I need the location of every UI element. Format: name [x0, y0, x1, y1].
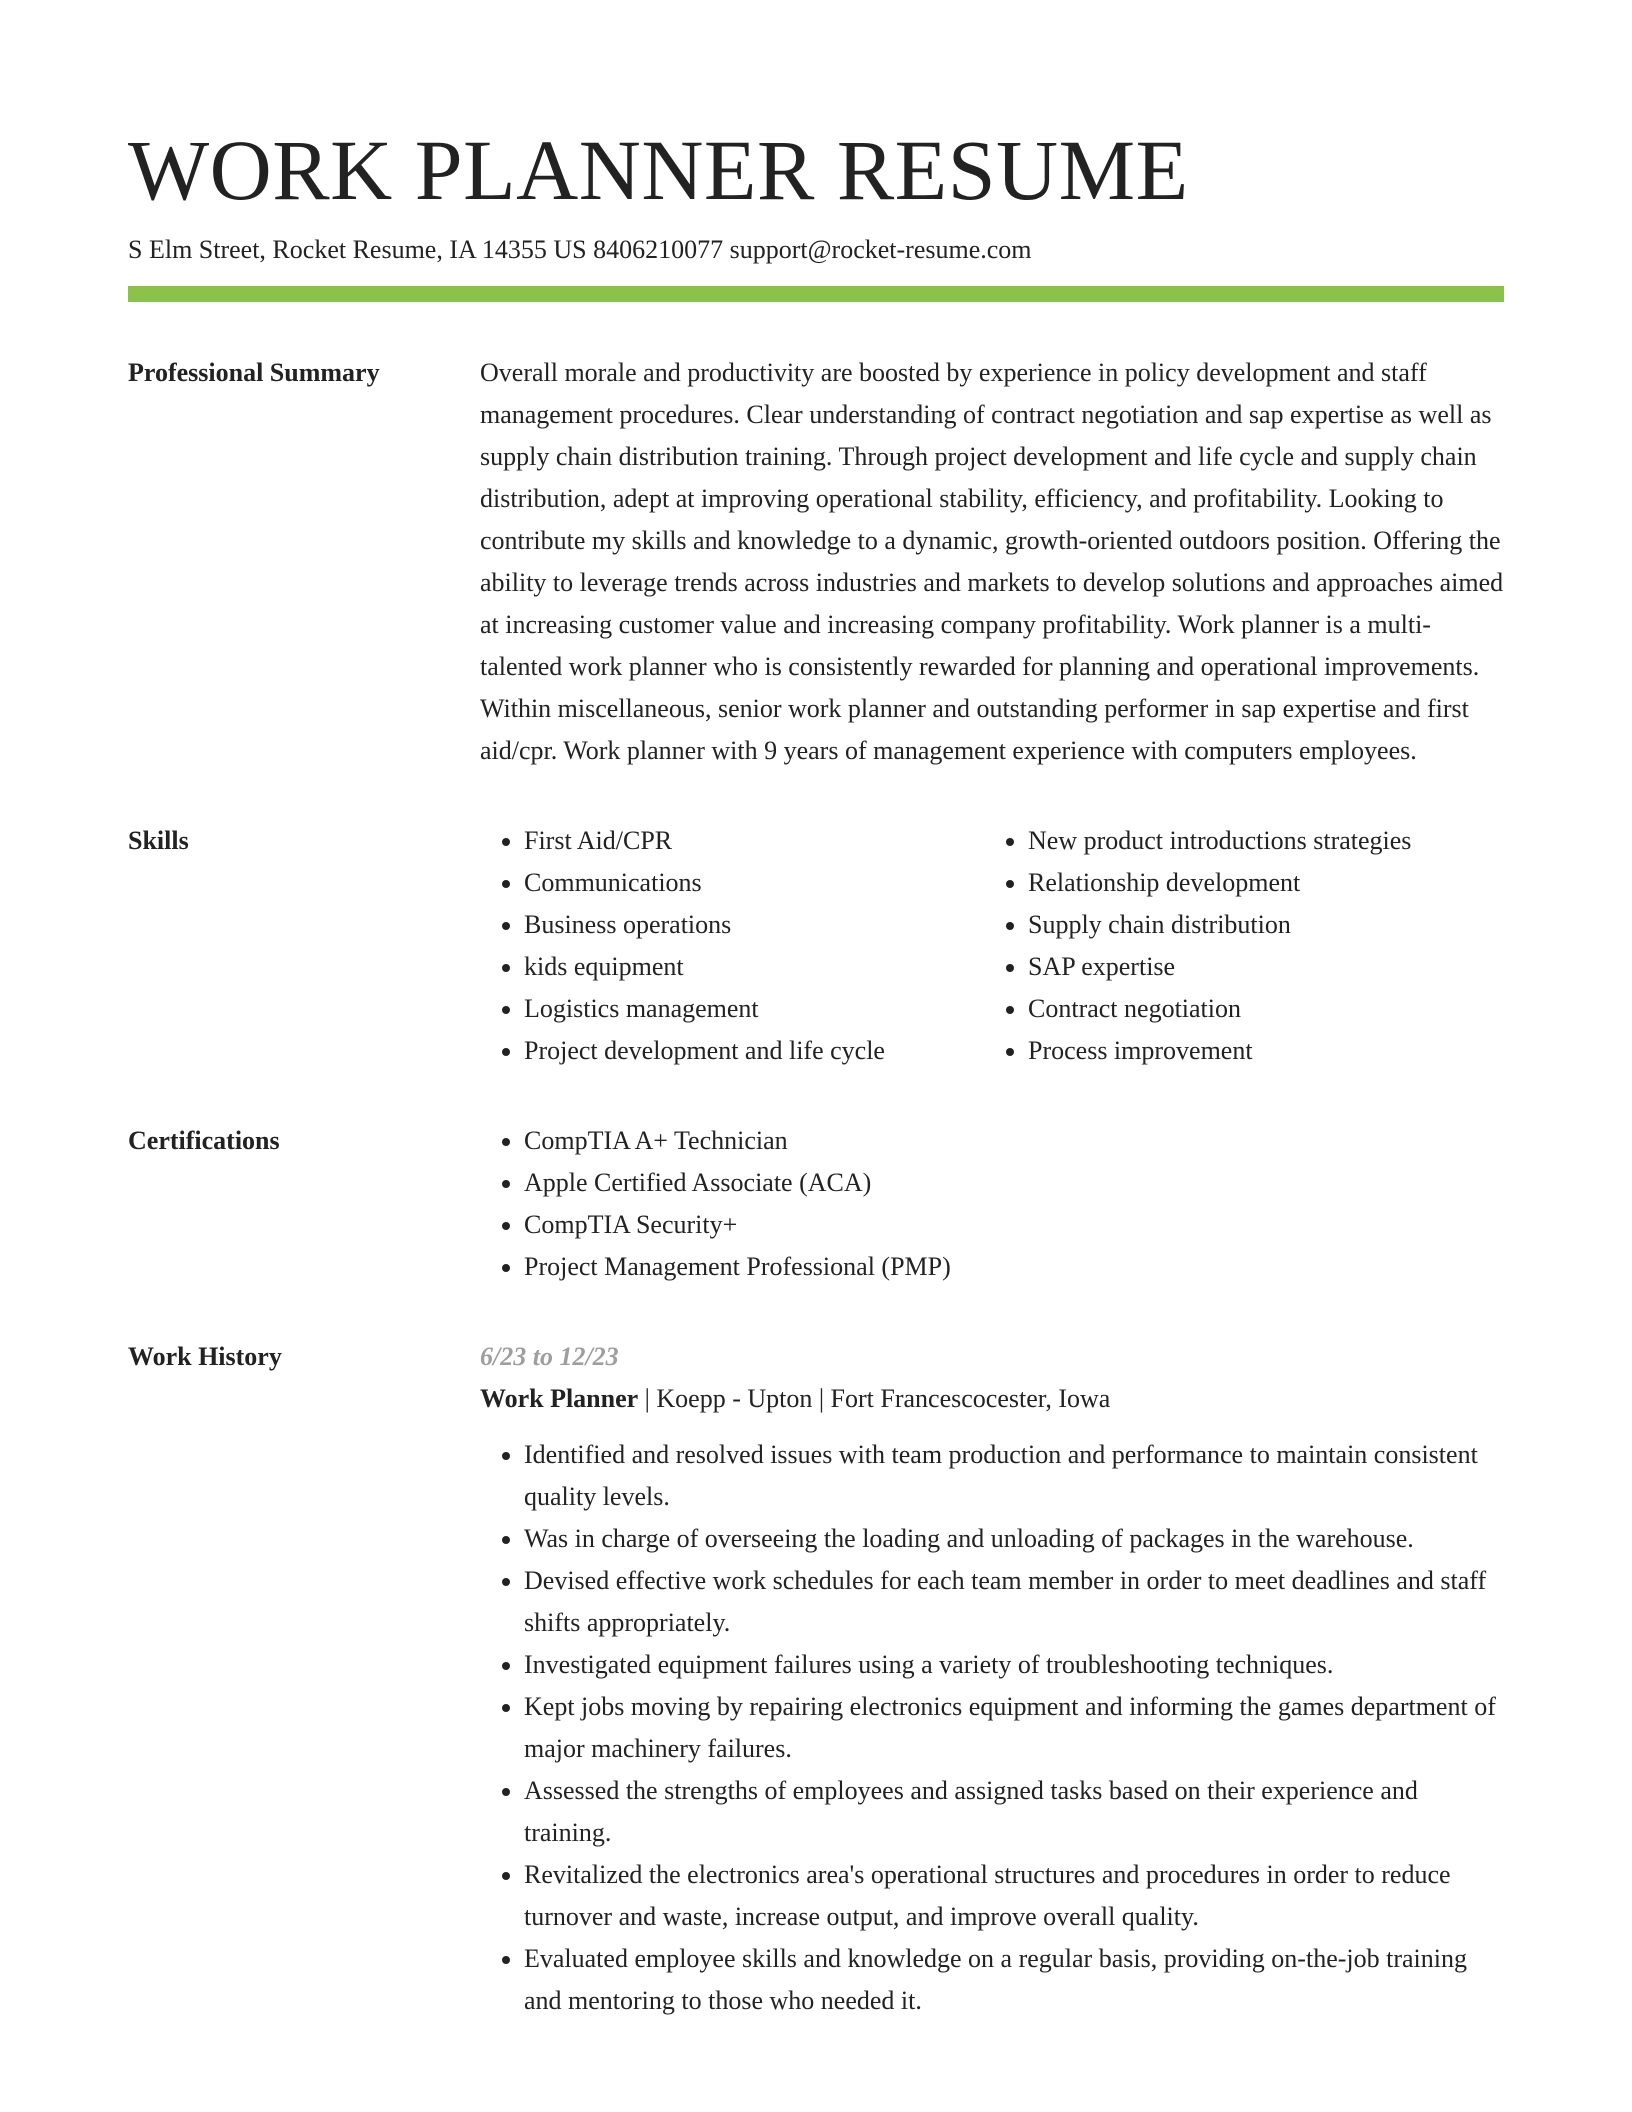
summary-text: Overall morale and productivity are boosted by experience in policy development and staff management procedures. Clear understanding of contract negotiation and sap expertise as well as supply chain distribution training. Through project development and life cycle and supply chain distribution, adept at improving operational stability, efficiency, and profitability. Looking to contribute my skills and knowledge to a dynamic, growth-oriented outdoors position. Offering the ability to leverage trends across industries and markets to develop solutions and approaches aimed at increasing customer value and increasing company profitability. Work planner is a multi-talented work planner who is consistently rewarded for planning and operational improvements. Within miscellaneous, senior work planner and outstanding performer in sap expertise and first aid/cpr. Work planner with 9 years of management experience with computers employees. — [480, 358, 1504, 765]
skill-item: • SAP expertise — [1028, 946, 1504, 988]
resume-page — [128, 120, 1504, 2022]
job-bullets — [480, 1434, 1504, 2022]
skills-list-left — [480, 820, 984, 1072]
job-bullet: • Devised effective work schedules for each team member in order to meet deadlines and staff shifts appropriately. — [524, 1560, 1504, 1644]
job-bullet: • Identified and resolved issues with team production and performance to maintain consistent quality levels. — [524, 1434, 1504, 1518]
job-company-location: | Koepp - Upton | Fort Francescocester, Iowa — [638, 1384, 1111, 1413]
certification-item: • CompTIA Security+ — [524, 1204, 1504, 1246]
certification-item: • CompTIA A+ Technician — [524, 1120, 1504, 1162]
contact-line — [128, 230, 1504, 270]
header-divider — [128, 286, 1504, 302]
job-dates: 6/23 to 12/23 — [480, 1342, 619, 1371]
resume-title: WORK PLANNER RESUME — [128, 122, 1189, 218]
summary-section — [128, 352, 1504, 772]
skill-item: • Supply chain distribution — [1028, 904, 1504, 946]
contact-phone: 8406210077 — [593, 235, 724, 264]
skill-item: • Relationship development — [1028, 862, 1504, 904]
contact-email: support@rocket-resume.com — [729, 235, 1032, 264]
job-heading — [480, 1378, 1504, 1420]
skill-item: • Contract negotiation — [1028, 988, 1504, 1030]
job-bullet: • Investigated equipment failures using a variety of troubleshooting techniques. — [524, 1644, 1504, 1686]
skills-section — [128, 820, 1504, 1072]
skill-item: • Logistics management — [524, 988, 984, 1030]
skill-item: • kids equipment — [524, 946, 984, 988]
skill-item: • Business operations — [524, 904, 984, 946]
contact-address: S Elm Street, Rocket Resume, IA 14355 US — [128, 235, 587, 264]
work-history-label: Work History — [128, 1342, 282, 1371]
skill-item: • Process improvement — [1028, 1030, 1504, 1072]
job-bullet: • Evaluated employee skills and knowledge on a regular basis, providing on-the-job training and mentoring to those who needed it. — [524, 1938, 1504, 2022]
job-title: Work Planner — [480, 1384, 639, 1413]
job-bullet: • Was in charge of overseeing the loading and unloading of packages in the warehouse. — [524, 1518, 1504, 1560]
skill-item: • New product introductions strategies — [1028, 820, 1504, 862]
certification-item: • Apple Certified Associate (ACA) — [524, 1162, 1504, 1204]
certifications-label: Certifications — [128, 1126, 280, 1155]
job-bullet: • Revitalized the electronics area's operational structures and procedures in order to reduce turnover and waste, increase output, and improve overall quality. — [524, 1854, 1504, 1938]
job-bullet: • Assessed the strengths of employees and assigned tasks based on their experience and training. — [524, 1770, 1504, 1854]
certifications-section — [128, 1120, 1504, 1288]
job-entry — [480, 1336, 1504, 2022]
skill-item: • Communications — [524, 862, 984, 904]
skills-list-right — [984, 820, 1504, 1072]
certification-item: • Project Management Professional (PMP) — [524, 1246, 1504, 1288]
work-history-section — [128, 1336, 1504, 2022]
job-bullet: • Kept jobs moving by repairing electronics equipment and informing the games department of major machinery failures. — [524, 1686, 1504, 1770]
skills-label: Skills — [128, 826, 189, 855]
skill-item: • Project development and life cycle — [524, 1030, 984, 1072]
skill-item: • First Aid/CPR — [524, 820, 984, 862]
summary-label: Professional Summary — [128, 358, 380, 387]
certifications-list — [480, 1120, 1504, 1288]
